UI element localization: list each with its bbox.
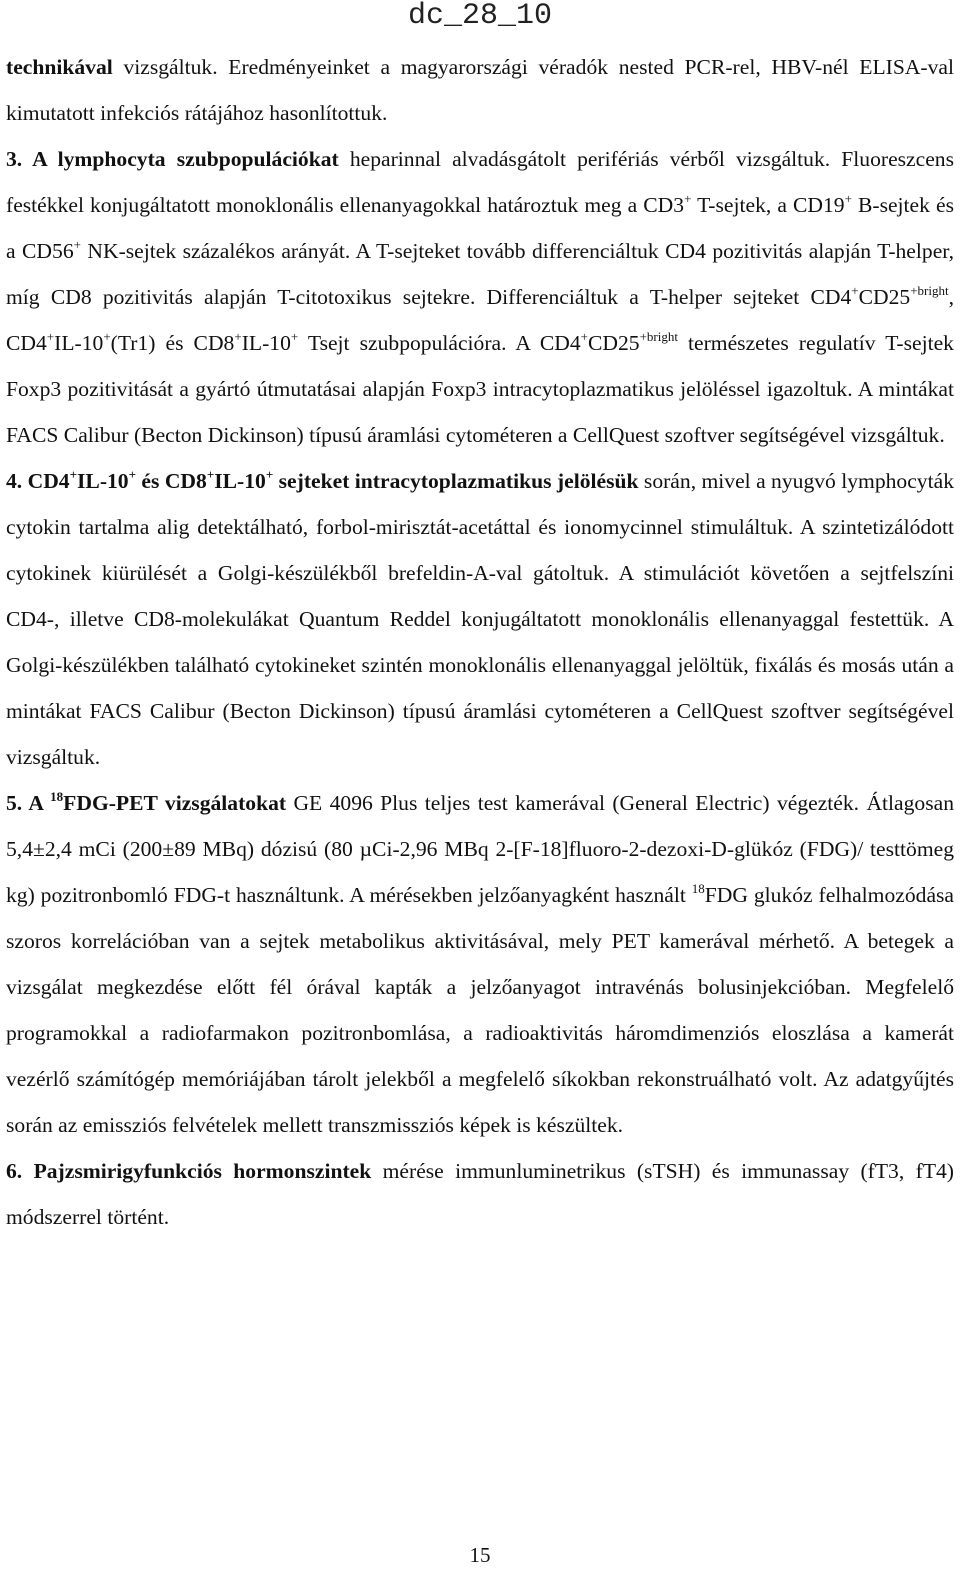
paragraph-intracytoplasmic-labeling [6, 458, 954, 780]
superscript: + [46, 329, 55, 344]
paragraph-text: heparinnal alvadásgátolt perifériás vérből vizsgáltuk. Fluoreszcens festékkel konjugáltatott monoklonális ellenanyagokkal határoztuk meg a CD3 [6, 147, 955, 217]
paragraph-text: , CD4 [6, 285, 954, 355]
paragraph-text: (Tr1) és CD8 [110, 331, 235, 355]
page-number: 15 [469, 1543, 491, 1567]
heading-text: IL-10 [77, 469, 129, 493]
heading-text: sejteket intracytoplazmatikus jelölésük [273, 469, 639, 493]
paragraph-text: B-sejtek és a CD56 [6, 193, 954, 263]
section-heading-5 [6, 791, 286, 815]
document-body [6, 44, 954, 1240]
paragraph-text: IL-10 [241, 331, 291, 355]
paragraph-fdg-pet [6, 780, 954, 1148]
superscript: +bright [910, 283, 949, 298]
paragraph-text: NK-sejtek százalékos arányát. A T-sejteket tovább differenciáltuk CD4 pozitivitás alapján T-helper, míg CD8 pozitivitás alapján T-citotoxikus sejtekre. Differenciáltuk a T-helper sejteket CD4 [6, 239, 954, 309]
heading-text: és CD8 [136, 469, 207, 493]
superscript: + [851, 283, 859, 298]
section-heading-3: 3. A lymphocyta szubpopulációkat [6, 147, 339, 171]
superscript: + [128, 467, 137, 482]
paragraph-lymphocyte-subpopulations [6, 136, 954, 458]
paragraph-text: mérése immunluminetrikus (sTSH) és immunassay (fT3, fT4) módszerrel történt. [6, 1159, 954, 1229]
heading-text: 5. A [6, 791, 51, 815]
superscript: + [265, 467, 274, 482]
superscript: + [684, 191, 692, 206]
heading-text: IL-10 [214, 469, 266, 493]
section-heading-6: 6. Pajzsmirigyfunkciós hormonszintek [6, 1159, 372, 1183]
paragraph-techniques [6, 44, 954, 136]
superscript: + [844, 191, 852, 206]
paragraph-text: Tsejt szubpopulációra. A CD4 [298, 331, 581, 355]
paragraph-thyroid-hormones [6, 1148, 954, 1240]
paragraph-text: során, mivel a nyugvó lymphocyták cytokin tartalma alig detektálható, forbol-mirisztát-acetáttal és ionomycinnel stimuláltuk. A szintetizálódott cytokinek kiürülését a Golgi-készülékből brefeldin-A-val gátoltuk. A stimulációt követően a sejtfelszíni CD4-, illetve CD8-molekulákat Quantum Reddel konjugáltatott monoklonális ellenanyaggal festettük. A Golgi-készülékben található cytokineket szintén monoklonális ellenanyaggal jelöltük, fixálás és mosás után a mintákat FACS Calibur (Becton Dickinson) típusú áramlási cytométeren a CellQuest szoftver segítségével vizsgáltuk. [6, 469, 954, 769]
paragraph-text: FDG glukóz felhalmozódása szoros korrelációban van a sejtek metabolikus aktivitásával, mely PET kamerával mérhető. A betegek a vizsgálat megkezdése előtt fél órával kapták a jelzőanyagot intravénás bolusinjekcióban. Megfelelő programokkal a radiofarmakon pozitronbomlása, a radioaktivitás háromdimenziós eloszlása a kamerát vezérlő számítógép memóriájában tárolt jelekből a megfelelő síkokban rekonstruálható volt. Az adatgyűjtés során az emissziós felvételek mellett transzmissziós képek is készültek. [6, 883, 955, 1137]
paragraph-text: T-sejtek, a CD19 [691, 193, 845, 217]
paragraph-text: CD25 [858, 285, 911, 309]
paragraph-text: vizsgáltuk. Eredményeinket a magyarországi véradók nested PCR-rel, HBV-nél ELISA-val kimutatott infekciós rátájához hasonlítottuk. [6, 55, 954, 125]
paragraph-text: IL-10 [54, 331, 104, 355]
superscript: + [206, 467, 215, 482]
superscript: + [69, 467, 78, 482]
heading-text: FDG-PET vizsgálatokat [63, 791, 287, 815]
paragraph-text: CD25 [587, 331, 640, 355]
section-heading-4 [6, 469, 639, 493]
superscript: 18 [50, 789, 64, 804]
heading-text: 4. CD4 [6, 469, 70, 493]
superscript: 18 [691, 881, 705, 896]
superscript: + [103, 329, 111, 344]
paragraph-text: GE 4096 Plus teljes test kamerával (General Electric) végezték. Átlagosan 5,4±2,4 mCi (200±89 MBq) dózisú (80 µCi-2,96 MBq 2-[F-18]fluoro-2-dezoxi-D-glükóz (FDG)/ testtömeg kg) pozitronbomló FDG-t használtunk. A mérésekben jelzőanyagként használt [6, 791, 955, 907]
superscript: + [580, 329, 588, 344]
bold-term: technikával [6, 55, 113, 79]
document-id-header: dc_28_10 [407, 0, 553, 33]
paragraph-text: természetes regulatív T-sejtek Foxp3 pozitivitását a gyártó útmutatásai alapján Foxp3 intracytoplazmatikus jelöléssel igazoltuk. A mintákat FACS Calibur (Becton Dickinson) típusú áramlási cytométeren a CellQuest szoftver segítségével vizsgáltuk. [6, 331, 954, 447]
superscript: +bright [639, 329, 678, 344]
superscript: + [73, 237, 81, 252]
superscript: + [234, 329, 242, 344]
superscript: + [290, 329, 299, 344]
